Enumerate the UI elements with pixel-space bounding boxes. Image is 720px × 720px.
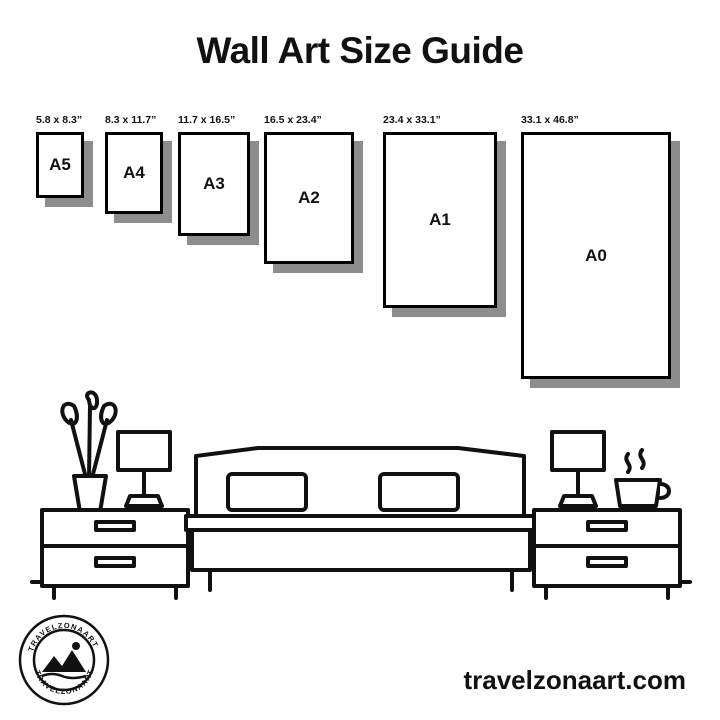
- frame-a5-box[interactable]: [36, 132, 84, 198]
- bedroom-scene: [0, 370, 720, 610]
- frame-a1-dimension: 23.4 x 33.1”: [383, 114, 441, 126]
- frame-a5-name: A5: [49, 155, 71, 174]
- brand-logo: [18, 614, 110, 706]
- right-lamp: [552, 432, 604, 506]
- logo-text-outer: TRAVELZONAART: [26, 620, 101, 653]
- right-nightstand: [534, 510, 680, 598]
- frame-a3-dimension: 11.7 x 16.5”: [178, 114, 236, 126]
- frame-a4-box[interactable]: [105, 132, 163, 214]
- logo-text-inner: TRAVELZONAART: [32, 667, 96, 697]
- coffee-cup: [616, 450, 669, 506]
- frame-a3-box[interactable]: [178, 132, 250, 236]
- frame-a2-name: A2: [298, 188, 320, 207]
- frame-a4-dimension: 8.3 x 11.7”: [105, 114, 157, 126]
- frame-a3-name: A3: [203, 174, 225, 193]
- frame-a2-dimension: 16.5 x 23.4”: [264, 114, 322, 126]
- plant-vase: [62, 392, 115, 512]
- svg-text:TRAVELZONAART: [33, 668, 96, 696]
- frame-a2-box[interactable]: [264, 132, 354, 264]
- bed: [186, 448, 536, 590]
- left-lamp: [118, 432, 170, 506]
- frame-a1-box[interactable]: [383, 132, 497, 308]
- frame-a0-box[interactable]: [521, 132, 671, 379]
- left-nightstand: [42, 510, 188, 598]
- page-title: Wall Art Size Guide: [196, 30, 524, 71]
- frame-a0-dimension: 33.1 x 46.8”: [521, 114, 579, 126]
- frame-a0-name: A0: [585, 245, 607, 265]
- frame-a5-dimension: 5.8 x 8.3”: [36, 114, 83, 126]
- website-url[interactable]: travelzonaart.com: [463, 665, 686, 695]
- frame-size-row: [0, 110, 720, 400]
- frame-a1-name: A1: [429, 210, 451, 229]
- frame-a4-name: A4: [123, 163, 145, 182]
